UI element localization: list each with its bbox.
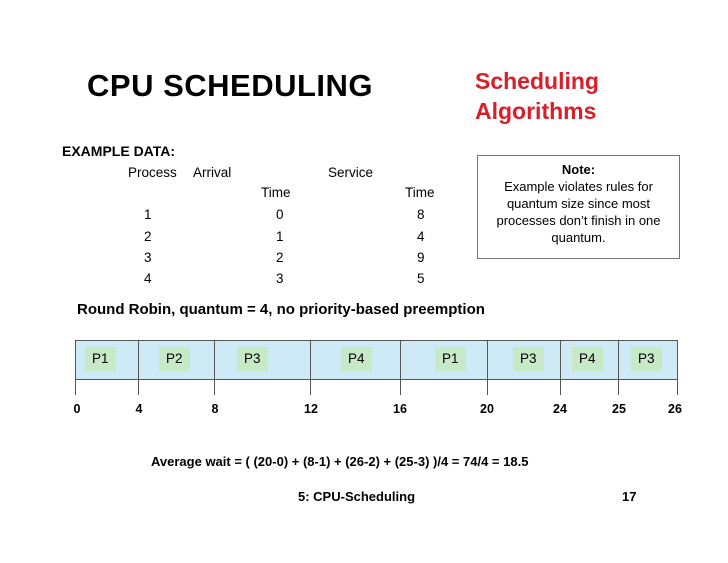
timeline-tick: 8 <box>211 402 219 416</box>
row-2-arrival: 1 <box>276 229 284 244</box>
subtitle-line-1: Scheduling <box>475 68 599 94</box>
timeline-divider <box>138 340 139 395</box>
timeline-divider <box>487 340 488 395</box>
note-box <box>477 155 680 259</box>
gantt-block-p3: P3 <box>631 347 662 371</box>
timeline-divider <box>310 340 311 395</box>
row-1-process: 1 <box>144 207 152 222</box>
header-arrival: Arrival <box>193 165 232 180</box>
note-body: Example violates rules for quantum size since most processes don’t finish in one quantum. <box>496 179 661 245</box>
timeline-divider <box>560 340 561 395</box>
gantt-block-p3: P3 <box>513 347 544 371</box>
gantt-block-p4: P4 <box>341 347 372 371</box>
subtitle-line-2: Algorithms <box>475 98 597 124</box>
slide-title: CPU SCHEDULING <box>87 68 374 103</box>
gantt-block-p2: P2 <box>159 347 190 371</box>
header-process: Process <box>128 165 177 180</box>
row-2-process: 2 <box>144 229 152 244</box>
note-title: Note: <box>561 162 596 177</box>
gantt-block-p3: P3 <box>237 347 268 371</box>
row-1-arrival: 0 <box>276 207 284 222</box>
row-3-process: 3 <box>144 250 152 265</box>
timeline-tick: 20 <box>480 402 494 416</box>
slide-subtitle <box>475 66 599 126</box>
timeline-tick: 25 <box>612 402 626 416</box>
row-4-arrival: 3 <box>276 271 284 286</box>
row-2-service: 4 <box>417 229 425 244</box>
average-wait: Average wait = ( (20-0) + (8-1) + (26-2) + (25-3) )/4 = 74/4 = 18.5 <box>151 454 529 469</box>
gantt-block-p1: P1 <box>85 347 116 371</box>
timeline-divider <box>400 340 401 395</box>
timeline-tick: 24 <box>553 402 567 416</box>
header-arrival-time: Time <box>261 185 291 200</box>
timeline-divider <box>75 340 76 395</box>
row-4-service: 5 <box>417 271 425 286</box>
timeline-divider <box>214 340 215 395</box>
timeline-divider <box>677 340 678 395</box>
page-number: 17 <box>622 489 637 504</box>
row-3-arrival: 2 <box>276 250 284 265</box>
timeline-tick: 16 <box>393 402 407 416</box>
timeline-divider <box>618 340 619 395</box>
header-service: Service <box>328 165 374 180</box>
round-robin-label: Round Robin, quantum = 4, no priority-based preemption <box>77 301 485 318</box>
row-1-service: 8 <box>417 207 425 222</box>
row-3-service: 9 <box>417 250 425 265</box>
gantt-block-p4: P4 <box>572 347 603 371</box>
timeline-tick: 26 <box>668 402 682 416</box>
timeline-tick: 12 <box>304 402 318 416</box>
timeline-tick: 0 <box>73 402 81 416</box>
example-data-label: EXAMPLE DATA: <box>62 143 176 159</box>
header-service-time: Time <box>405 185 435 200</box>
timeline-tick: 4 <box>135 402 143 416</box>
gantt-block-p1: P1 <box>435 347 466 371</box>
row-4-process: 4 <box>144 271 152 286</box>
slide-footer: 5: CPU-Scheduling <box>298 489 416 504</box>
